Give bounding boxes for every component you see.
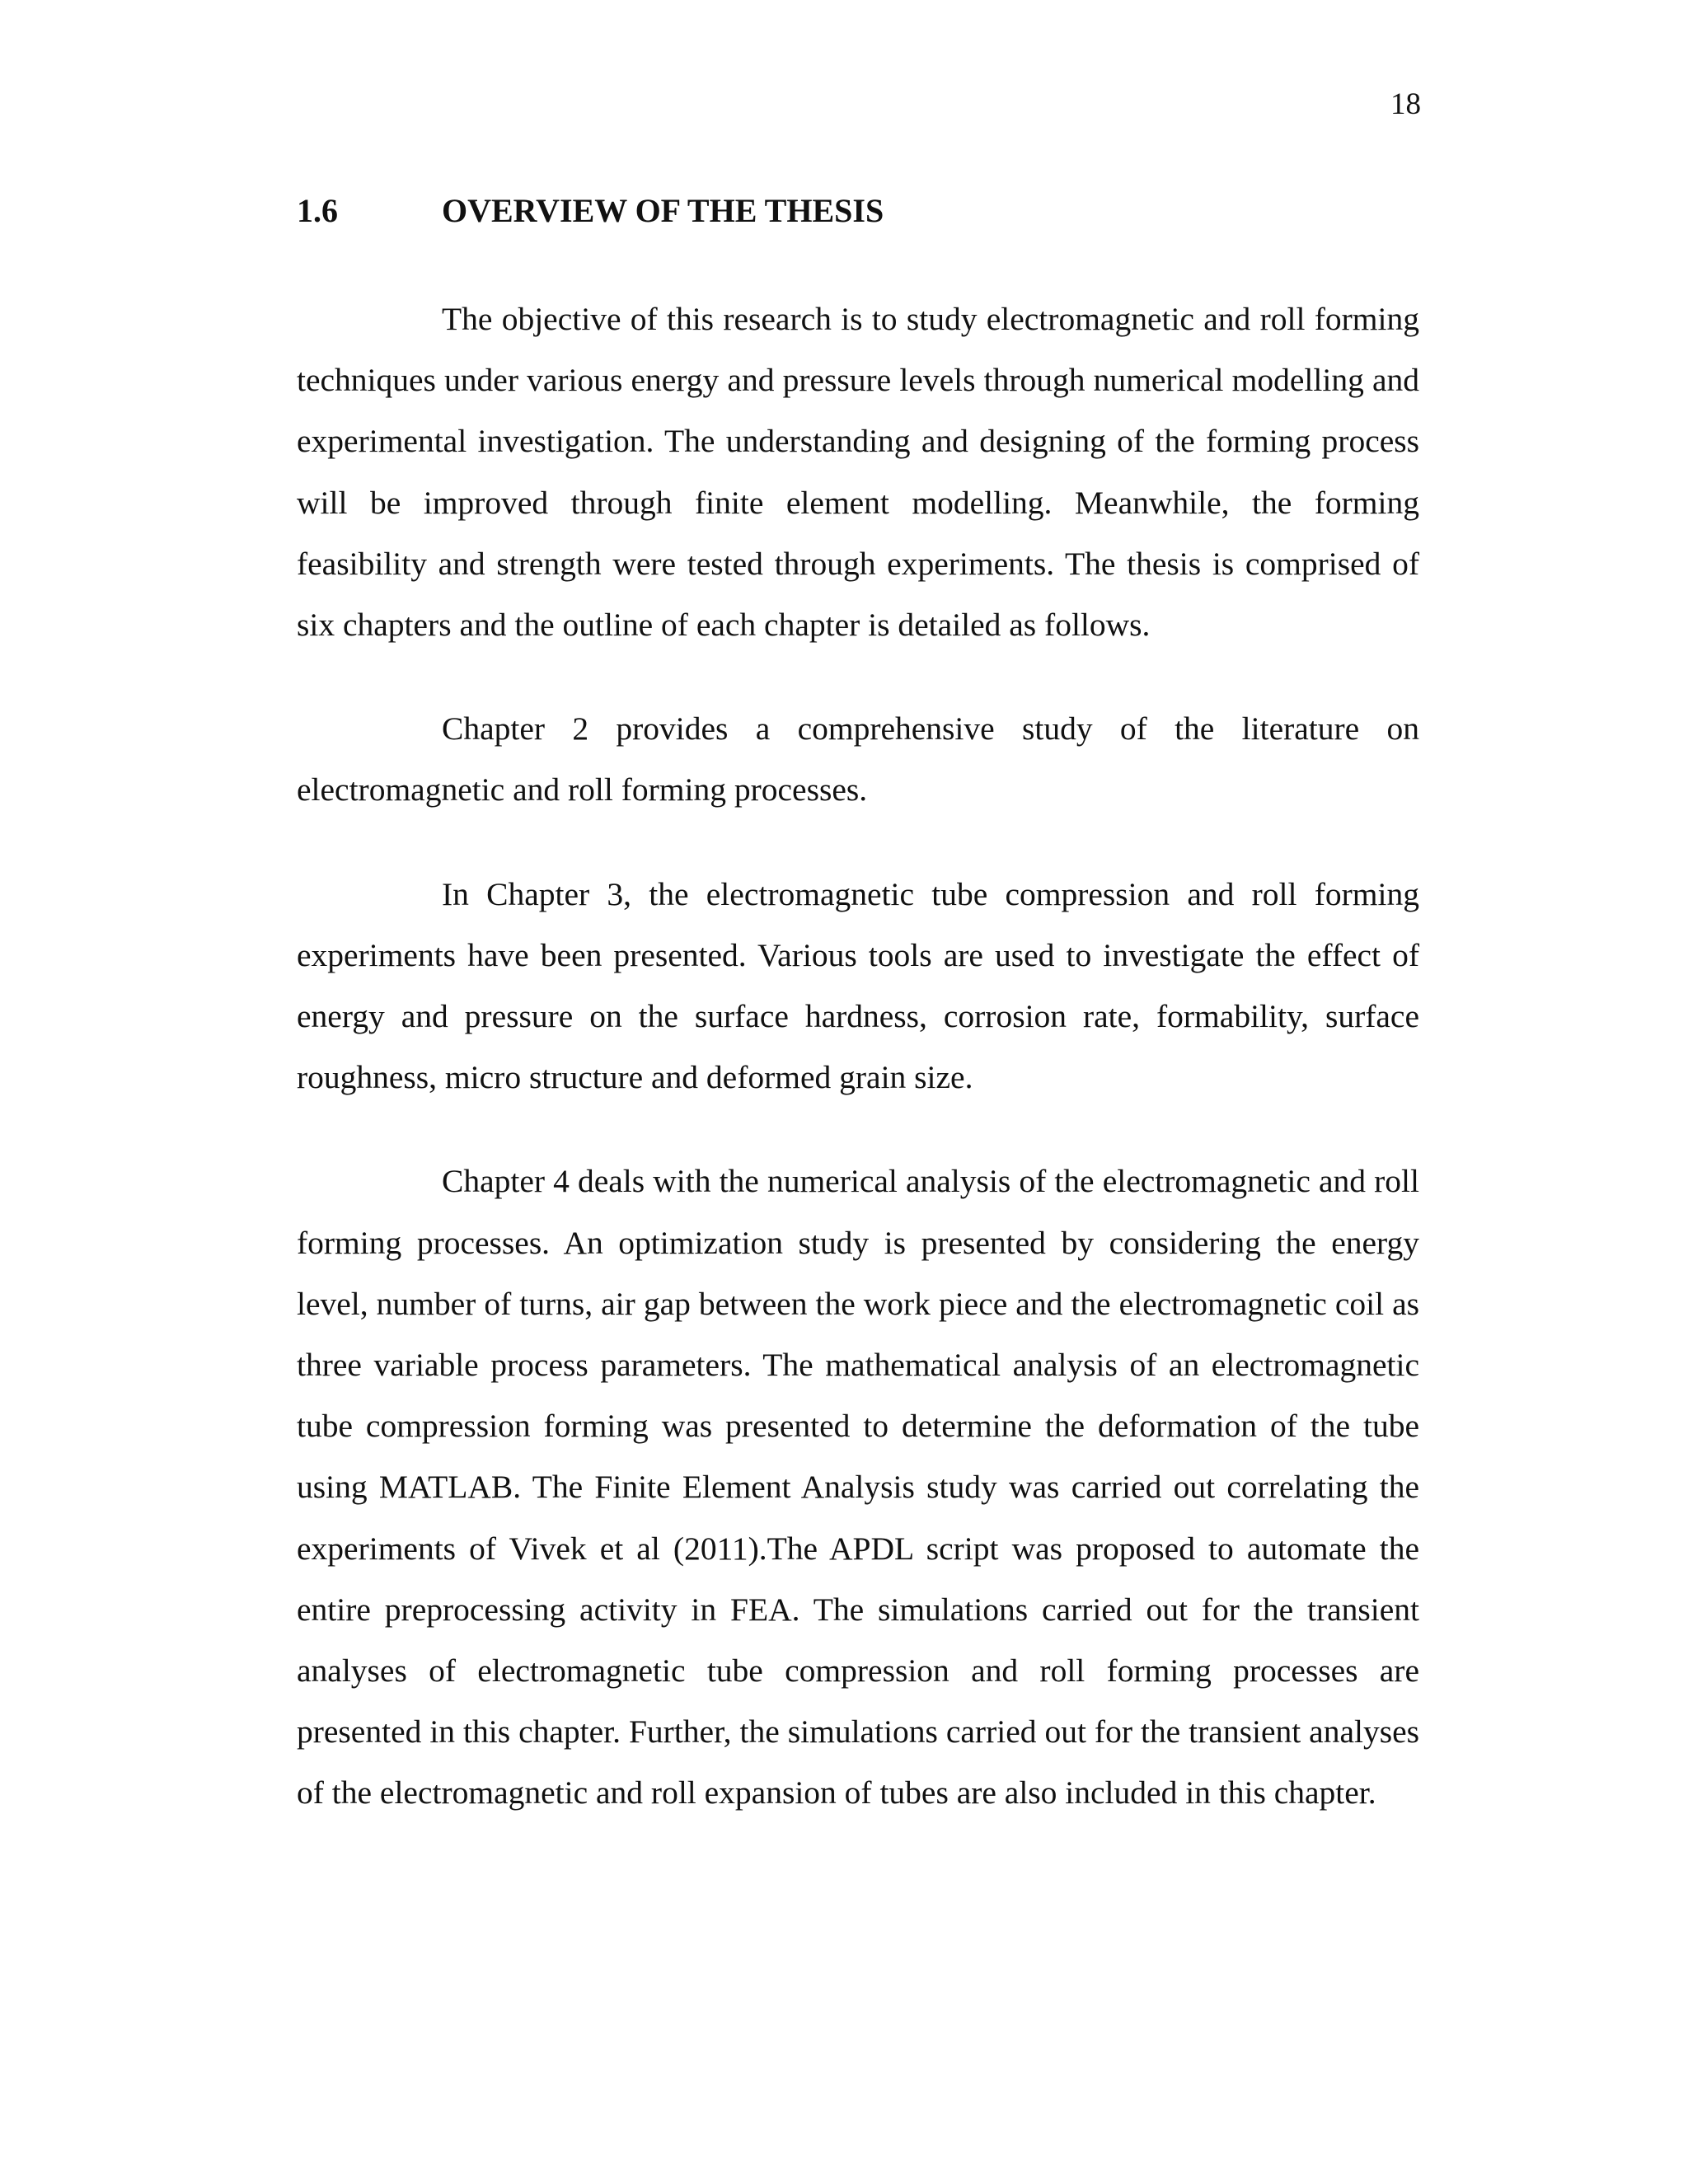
- paragraph-chapter-3: In Chapter 3, the electromagnetic tube compression and roll forming experiments have been presented. Various tools are used to investigate the effect of energy and pressure on the surface hardness, corrosion rate, formability, surface roughness, micro structure and deformed grain size.: [297, 875, 1419, 1096]
- paragraph-chapter-2: Chapter 2 provides a comprehensive study of the literature on electromagnetic and roll forming processes.: [297, 710, 1419, 808]
- page-number: 18: [1390, 87, 1421, 121]
- section-heading: [297, 191, 1426, 231]
- section-title: OVERVIEW OF THE THESIS: [442, 192, 884, 229]
- body-text: [297, 288, 1419, 1824]
- paragraph-objective: The objective of this research is to study electromagnetic and roll forming techniques under various energy and pressure levels through numerical modelling and experimental investigation. The understanding and designing of the forming process will be improved through finite element modelling. Meanwhile, the forming feasibility and strength were tested through experiments. The thesis is comprised of six chapters and the outline of each chapter is detailed as follows.: [297, 301, 1419, 644]
- paragraph-chapter-4: Chapter 4 deals with the numerical analysis of the electromagnetic and roll forming processes. An optimization study is presented by considering the energy level, number of turns, air gap between the work piece and the electromagnetic coil as three variable process parameters. The mathematical analysis of an electromagnetic tube compression forming was presented to determine the deformation of the tube using MATLAB. The Finite Element Analysis study was carried out correlating the experiments of Vivek et al (2011).The APDL script was proposed to automate the entire preprocessing activity in FEA. The simulations carried out for the transient analyses of electromagnetic tube compression and roll forming processes are presented in this chapter. Further, the simulations carried out for the transient analyses of the electromagnetic and roll expansion of tubes are also included in this chapter.: [297, 1163, 1419, 1811]
- section-number: 1.6: [297, 192, 338, 229]
